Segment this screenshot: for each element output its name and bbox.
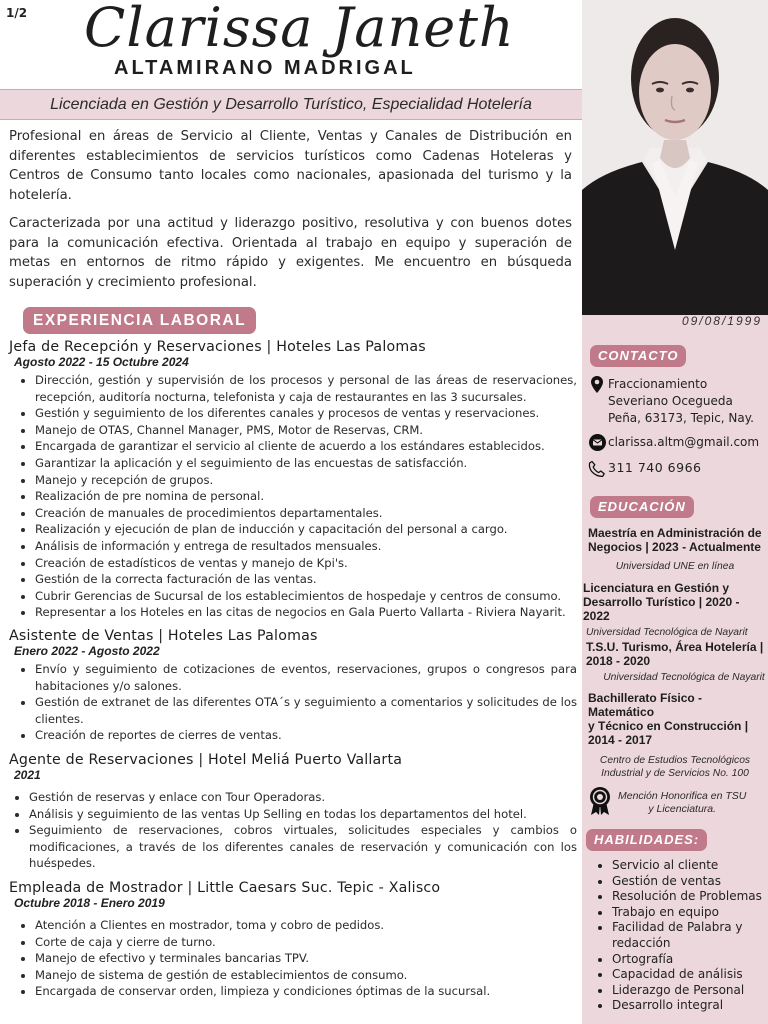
list-item: • Seguimiento de reservaciones, cobros virtuales, solicitudes especiales y cambios o modificaciones, a través de los diferentes canales de reservación y comunicación con los huéspedes. xyxy=(29,822,577,872)
list-item: • Encargada de conservar orden, limpieza y condiciones óptimas de la sucursal. xyxy=(35,983,577,1000)
list-item: • Gestión de ventas xyxy=(612,874,762,890)
list-item: • Capacidad de análisis xyxy=(612,967,762,983)
honor-mention xyxy=(588,786,766,820)
list-item: • Gestión de extranet de las diferentes OTA´s y seguimiento a comentarios y solicitudes de los clientes. xyxy=(35,694,577,727)
list-item: • Servicio al cliente xyxy=(612,858,762,874)
institution: Universidad Tecnológica de Nayarit xyxy=(603,672,765,683)
degree-line: Desarrollo Turístico | 2020 - 2022 xyxy=(583,595,740,623)
phone-icon xyxy=(586,460,608,478)
skills-list xyxy=(594,858,762,1014)
institution-line: Centro de Estudios Tecnológicos xyxy=(599,755,751,766)
degree xyxy=(582,640,768,668)
phone-number[interactable]: 311 740 6966 xyxy=(608,460,702,475)
list-item: • Desarrollo integral xyxy=(612,998,762,1014)
degree-line: T.S.U. Turismo, Área Hotelería | xyxy=(586,640,764,654)
list-item: • Manejo de sistema de gestión de establecimientos de consumo. xyxy=(35,967,577,984)
job-dates: Enero 2022 - Agosto 2022 xyxy=(14,644,160,658)
degree xyxy=(582,691,768,747)
institution: Universidad UNE en línea xyxy=(615,561,735,572)
portrait-illustration xyxy=(582,0,768,315)
list-item: • Ortografía xyxy=(612,952,762,968)
page-number: 1/2 xyxy=(6,6,28,20)
list-item: • Envío y seguimiento de cotizaciones de eventos, reservaciones, grupos o congresos para habitaciones y/o salones. xyxy=(35,661,577,694)
job-bullets xyxy=(9,789,577,872)
education-heading: EDUCACIÓN xyxy=(590,496,694,518)
degree xyxy=(582,526,768,554)
email-icon xyxy=(586,434,608,451)
contact-heading: CONTACTO xyxy=(590,345,686,367)
list-item: • Creación de reportes de cierres de ventas. xyxy=(35,727,577,744)
address xyxy=(608,376,754,426)
degree-line: Negocios | 2023 - Actualmente xyxy=(588,540,761,554)
phone-row[interactable] xyxy=(586,460,701,478)
list-item: • Realización de pre nomina de personal. xyxy=(35,488,577,505)
list-item: • Manejo y recepción de grupos. xyxy=(35,472,577,489)
list-item: • Creación de estadísticos de ventas y manejo de Kpi's. xyxy=(35,555,577,572)
experience-heading: EXPERIENCIA LABORAL xyxy=(23,307,256,334)
summary-paragraph: Caracterizada por una actitud y liderazgo positivo, resolutiva y con buenos dotes para la comunicación efectiva. Orientada al trabajo en equipo y superación de metas en entornos de ritmo rápido y exigentes. Me encuentro en búsqueda superación y crecimiento profesional. xyxy=(9,216,572,290)
list-item: • Dirección, gestión y supervisión de los procesos y personal de las áreas de reservaciones, recepción, auditoría nocturna, telefonista y caja de restaurantes en las 3 sucursales. xyxy=(35,372,577,405)
sidebar xyxy=(582,0,768,1024)
honor-line: y Licenciatura. xyxy=(648,803,717,815)
job-title: Empleada de Mostrador | Little Caesars Suc. Tepic - Xalisco xyxy=(9,880,441,896)
institution: Universidad Tecnológica de Nayarit xyxy=(586,627,748,638)
institution xyxy=(582,754,768,780)
job-bullets xyxy=(9,372,577,621)
list-item: • Cubrir Gerencias de Sucursal de los establecimientos de hospedaje y centros de consumo. xyxy=(35,588,577,605)
degree-line: Licenciatura en Gestión y xyxy=(583,581,730,595)
job-dates: 2021 xyxy=(14,768,41,782)
profile-photo xyxy=(582,0,768,315)
job-title: Jefa de Recepción y Reservaciones | Hoteles Las Palomas xyxy=(9,339,426,355)
profession-band xyxy=(0,89,582,120)
degree-line: 2014 - 2017 xyxy=(588,733,653,747)
job-entry xyxy=(9,752,577,872)
degree-line: y Técnico en Construcción | xyxy=(588,719,749,733)
job-title: Agente de Reservaciones | Hotel Meliá Puerto Vallarta xyxy=(9,752,403,768)
profile-summary xyxy=(9,127,572,301)
address-line: Fraccionamiento xyxy=(608,377,708,391)
summary-paragraph: Profesional en áreas de Servicio al Cliente, Ventas y Canales de Distribución en diferentes establecimientos de servicios turísticos como Cadenas Hoteleras y Centros de Consumo tanto locales como nacionales, apasionada del turismo y la hotelería. xyxy=(9,129,572,203)
list-item: • Corte de caja y cierre de turno. xyxy=(35,934,577,951)
list-item: • Liderazgo de Personal xyxy=(612,983,762,999)
list-item: • Gestión de reservas y enlace con Tour Operadoras. xyxy=(29,789,577,806)
job-bullets xyxy=(9,661,577,744)
list-item: • Manejo de OTAS, Channel Manager, PMS, Motor de Reservas, CRM. xyxy=(35,422,577,439)
award-medal-icon xyxy=(588,786,612,820)
list-item: • Manejo de efectivo y terminales bancarias TPV. xyxy=(35,950,577,967)
education-item xyxy=(582,581,768,639)
education-item xyxy=(582,640,768,684)
degree xyxy=(582,581,768,623)
job-entry xyxy=(9,339,577,621)
list-item: • Análisis y seguimiento de las ventas Up Selling en todas los departamentos del hotel. xyxy=(29,806,577,823)
list-item: • Gestión y seguimiento de los diferentes canales y procesos de ventas y reservaciones. xyxy=(35,405,577,422)
degree-line: 2018 - 2020 xyxy=(586,654,651,668)
list-item: • Facilidad de Palabra y redacción xyxy=(612,920,762,951)
list-item: • Garantizar la aplicación y el seguimiento de las encuestas de satisfacción. xyxy=(35,455,577,472)
list-item: • Encargada de garantizar el servicio al cliente de acuerdo a los estándares establecidos. xyxy=(35,438,577,455)
birthdate: 09/08/1999 xyxy=(681,314,762,328)
address-line: Severiano Ocegueda xyxy=(608,393,733,408)
location-pin-icon xyxy=(586,376,608,393)
list-item: • Análisis de información y entrega de resultados mensuales. xyxy=(35,538,577,555)
job-title: Asistente de Ventas | Hoteles Las Palomas xyxy=(9,628,318,644)
degree-line: Bachillerato Físico - Matemático xyxy=(588,691,703,719)
email-link[interactable]: clarissa.altm@gmail.com xyxy=(608,435,760,449)
list-item: • Gestión de la correcta facturación de las ventas. xyxy=(35,571,577,588)
first-names: Clarissa Janeth xyxy=(84,0,515,59)
list-item: • Creación de manuales de procedimientos departamentales. xyxy=(35,505,577,522)
email-row[interactable] xyxy=(586,434,759,451)
degree-line: Maestría en Administración de xyxy=(588,526,762,540)
job-bullets xyxy=(9,917,577,1000)
job-dates: Octubre 2018 - Enero 2019 xyxy=(14,896,165,910)
list-item: • Representar a los Hoteles en las citas de negocios en Gala Puerto Vallarta - Riviera Nayarit. xyxy=(35,604,577,621)
honor-text xyxy=(618,790,746,816)
list-item: • Atención a Clientes en mostrador, toma y cobro de pedidos. xyxy=(35,917,577,934)
surnames: ALTAMIRANO MADRIGAL xyxy=(114,57,416,79)
list-item: • Resolución de Problemas xyxy=(612,889,762,905)
education-item xyxy=(582,526,768,573)
address-row xyxy=(586,376,754,426)
profession-title: Licenciada en Gestión y Desarrollo Turístico, Especialidad Hotelería xyxy=(50,96,532,113)
skills-heading: HABILIDADES: xyxy=(586,829,707,851)
job-dates: Agosto 2022 - 15 Octubre 2024 xyxy=(14,355,189,369)
education-item xyxy=(582,691,768,780)
honor-line: Mención Honorifica en TSU xyxy=(618,790,747,802)
address-line: Peña, 63173, Tepic, Nay. xyxy=(608,410,754,425)
list-item: • Trabajo en equipo xyxy=(612,905,762,921)
list-item: • Realización y ejecución de plan de inducción y capacitación del personal a cargo. xyxy=(35,521,577,538)
job-entry xyxy=(9,880,577,1000)
job-entry xyxy=(9,628,577,744)
institution-line: Industrial y de Servicios No. 100 xyxy=(601,768,749,779)
